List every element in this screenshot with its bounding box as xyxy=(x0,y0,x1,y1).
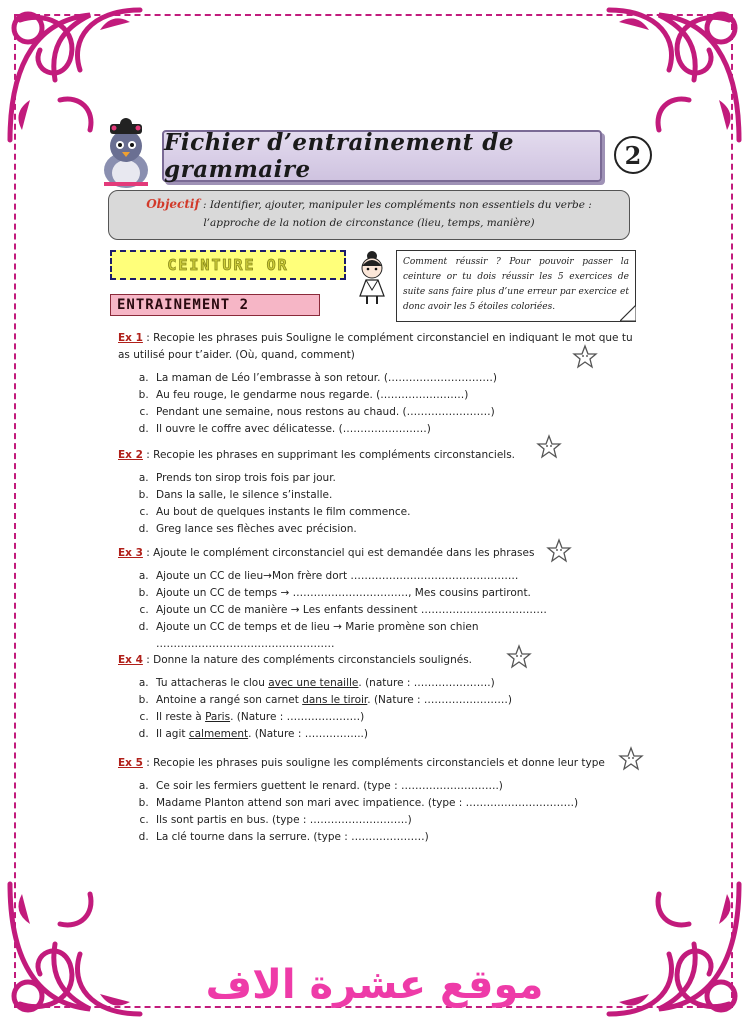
exercise-5 xyxy=(118,755,638,846)
belt-level-label: CEINTURE OR xyxy=(110,250,346,280)
underlined-complement: Paris xyxy=(205,711,231,723)
worksheet-number-badge: 2 xyxy=(614,136,652,174)
exercise-heading xyxy=(118,545,658,562)
star-icon xyxy=(536,434,562,460)
item-text: Antoine a rangé son carnet xyxy=(156,694,303,706)
list-item: b. Dans la salle, le silence s’installe. xyxy=(152,487,638,504)
objective-label: Objectif xyxy=(146,197,200,211)
exercise-label: Ex 4 xyxy=(118,654,143,666)
list-item: d. Greg lance ses flèches avec précision. xyxy=(152,521,638,538)
exercise-heading xyxy=(118,330,638,364)
list-item xyxy=(152,692,638,709)
success-instructions-note: Comment réussir ? Pour pouvoir passer la ceinture or tu dois réussir les 5 exercices de suite sans faire plus d’une erreur par exercice et donc avoir les 5 étoiles coloriées. xyxy=(396,250,636,322)
star-icon xyxy=(546,538,572,564)
exercise-label: Ex 3 xyxy=(118,547,143,559)
worksheet-title-banner xyxy=(162,130,602,182)
exercise-items xyxy=(118,370,638,438)
exercise-1 xyxy=(118,330,638,438)
list-item: d. Il ouvre le coffre avec délicatesse. (……………………) xyxy=(152,421,638,438)
list-item: a. Ajoute un CC de lieu→Mon frère dort ………………………………………… xyxy=(152,568,658,585)
list-item xyxy=(152,726,638,743)
item-text: Il agit xyxy=(156,728,189,740)
girl-illustration-icon xyxy=(352,250,392,306)
item-text: . (Nature : …………………) xyxy=(230,711,365,723)
page-title: Fichier d’entrainement de grammaire xyxy=(164,129,515,183)
list-item: a. La maman de Léo l’embrasse à son retour. (…………………………) xyxy=(152,370,638,387)
list-item: c. Pendant une semaine, nous restons au chaud. (……………………) xyxy=(152,404,638,421)
list-item: b. Ajoute un CC de temps → ……………………………, Mes cousins partiront. xyxy=(152,585,658,602)
exercise-items xyxy=(118,675,638,743)
item-text: . (Nature : ……………………) xyxy=(367,694,512,706)
objective-box xyxy=(108,190,630,240)
exercise-instruction: : Recopie les phrases en supprimant les compléments circonstanciels. xyxy=(142,449,516,461)
list-item: c. Au bout de quelques instants le film commence. xyxy=(152,504,638,521)
list-item: a. Prends ton sirop trois fois par jour. xyxy=(152,470,638,487)
list-item: b. Au feu rouge, le gendarme nous regarde. (……………………) xyxy=(152,387,638,404)
list-item xyxy=(152,709,638,726)
exercise-items xyxy=(118,778,638,846)
exercise-instruction: : Recopie les phrases puis Souligne le complément circonstanciel en indiquant le mot que tu as utilisé pour t’aider. (Où, quand, comment) xyxy=(118,332,633,361)
note-page-curl-icon xyxy=(620,305,636,321)
list-item: b. Madame Planton attend son mari avec impatience. (type : ………………………….) xyxy=(152,795,638,812)
list-item: d. Ajoute un CC de temps et de lieu → Marie promène son chien …………………………………………… xyxy=(152,619,658,653)
exercise-instruction: : Donne la nature des compléments circonstanciels soulignés. xyxy=(142,654,473,666)
exercise-label: Ex 5 xyxy=(118,757,143,769)
list-item xyxy=(152,675,638,692)
exercise-instruction: : Recopie les phrases puis souligne les compléments circonstanciels et donne leur type xyxy=(142,757,605,769)
ornament-corner-top-right-icon xyxy=(599,0,749,150)
exercise-4 xyxy=(118,652,638,743)
penguin-mascot-icon xyxy=(96,118,156,190)
list-item: c. Ils sont partis en bus. (type : ……………………….) xyxy=(152,812,638,829)
exercise-items xyxy=(118,568,658,653)
item-text: . (nature : ………………….) xyxy=(358,677,495,689)
exercise-heading xyxy=(118,755,638,772)
site-watermark: موقع عشرة الاف xyxy=(205,962,544,1008)
exercise-heading xyxy=(118,652,638,669)
exercise-instruction: : Ajoute le complément circonstanciel qui est demandée dans les phrases xyxy=(142,547,535,559)
list-item: c. Ajoute un CC de manière → Les enfants dessinent ……………………………… xyxy=(152,602,658,619)
exercise-label: Ex 1 xyxy=(118,332,143,344)
star-icon xyxy=(572,344,598,370)
item-text: . (Nature : ……………..) xyxy=(248,728,368,740)
list-item: d. La clé tourne dans la serrure. (type : …………………) xyxy=(152,829,638,846)
objective-text: : Identifier, ajouter, manipuler les compléments non essentiels du verbe : l’approche de la notion de circonstance (lieu, temps, manière) xyxy=(199,199,592,229)
item-text: Tu attacheras le clou xyxy=(156,677,269,689)
underlined-complement: calmement xyxy=(188,728,249,740)
exercise-3 xyxy=(118,545,658,653)
exercise-2 xyxy=(118,447,638,538)
section-label: ENTRAINEMENT 2 xyxy=(110,294,320,316)
star-icon xyxy=(506,644,532,670)
list-item: a. Ce soir les fermiers guettent le renard. (type : ……………………….) xyxy=(152,778,638,795)
item-text: Il reste à xyxy=(156,711,206,723)
underlined-complement: dans le tiroir xyxy=(302,694,368,706)
star-icon xyxy=(618,746,644,772)
exercise-label: Ex 2 xyxy=(118,449,143,461)
underlined-complement: avec une tenaille xyxy=(268,677,359,689)
exercise-items xyxy=(118,470,638,538)
